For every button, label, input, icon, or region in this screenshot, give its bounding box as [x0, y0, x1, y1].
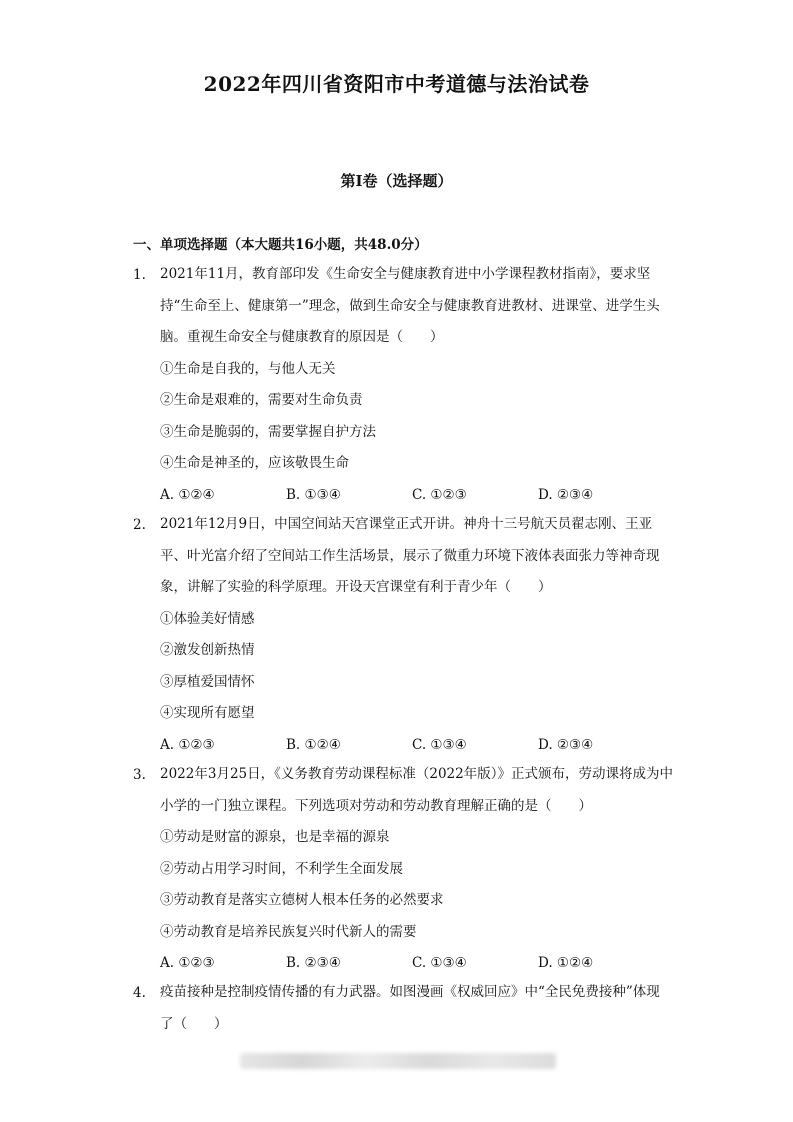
choice-a[interactable]: A. ①②③: [160, 955, 215, 971]
question-number: 2.: [133, 517, 146, 533]
choice-c[interactable]: C. ①②③: [412, 486, 467, 503]
section-heading: 一、单项选择题（本大题共16小题，共48.0分）: [133, 237, 428, 253]
statement-option: ①生命是自我的，与他人无关: [160, 360, 336, 377]
statement-option: ③生命是脆弱的，需要掌握自护方法: [160, 423, 376, 440]
choice-a[interactable]: A. ①②③: [160, 736, 215, 753]
exam-title: 2022年四川省资阳市中考道德与法治试卷: [203, 72, 590, 96]
question-3: [133, 767, 673, 980]
statement-option: ①体验美好情感: [160, 610, 255, 627]
blurred-footer-watermark: [240, 1053, 556, 1069]
answer-choices: [160, 480, 673, 512]
statement-option: ②劳动占用学习时间，不利学生全面发展: [160, 860, 403, 877]
choice-c[interactable]: C. ①③④: [412, 736, 467, 753]
choice-c[interactable]: C. ①③④: [412, 955, 467, 971]
choice-d[interactable]: D. ②③④: [538, 736, 594, 753]
question-number: 1.: [133, 267, 146, 283]
statement-option: ④生命是神圣的，应该敬畏生命: [160, 455, 349, 471]
choice-d[interactable]: D. ②③④: [538, 486, 594, 503]
statement-option: ④劳动教育是培养民族复兴时代新人的需要: [160, 923, 417, 940]
choice-d[interactable]: D. ①②④: [538, 955, 594, 971]
question-4: [133, 985, 673, 1040]
statement-option: ①劳动是财富的源泉，也是幸福的源泉: [160, 829, 390, 845]
answer-choices: [160, 948, 673, 980]
choice-b[interactable]: B. ①③④: [286, 486, 341, 503]
question-stem: 疫苗接种是控制疫情传播的有力武器。如图漫画《权威回应》中“全民免费接种”体现了（ ）: [160, 984, 660, 1032]
statement-option: ②激发创新热情: [160, 642, 255, 658]
statement-option: ③厚植爱国情怀: [160, 673, 255, 690]
answer-choices: [160, 730, 673, 762]
statement-option: ④实现所有愿望: [160, 705, 255, 721]
question-stem: 2021年11月，教育部印发《生命安全与健康教育进中小学课程教材指南》，要求坚持“生命至上、健康第一”理念，做到生命安全与健康教育进教材、进课堂、进学生头脑。重视生命安全与健康教育的原因是（ ）: [160, 266, 660, 345]
statement-option: ②生命是艰难的，需要对生命负责: [160, 392, 363, 408]
statement-option: ③劳动教育是落实立德树人根本任务的必然要求: [160, 892, 444, 908]
choice-b[interactable]: B. ①②④: [286, 736, 341, 753]
choice-b[interactable]: B. ②③④: [286, 955, 341, 971]
question-number: 4.: [133, 985, 146, 1001]
question-stem: 2021年12月9日，中国空间站天宫课堂正式开讲。神舟十三号航天员翟志刚、王亚平、叶光富介绍了空间站工作生活场景，展示了微重力环境下液体表面张力等神奇现象，讲解了实验的科学原理。开设天宫课堂有利于青少年（ ）: [160, 516, 660, 595]
question-1: [133, 267, 673, 511]
question-2: [133, 517, 673, 761]
choice-a[interactable]: A. ①②④: [160, 486, 215, 503]
question-number: 3.: [133, 767, 146, 783]
question-stem: 2022年3月25日，《义务教育劳动课程标准（2022年版）》正式颁布，劳动课将成为中小学的一门独立课程。下列选项对劳动和劳动教育理解正确的是（ ）: [160, 766, 673, 814]
volume-heading: 第I卷（选择题）: [340, 172, 453, 190]
